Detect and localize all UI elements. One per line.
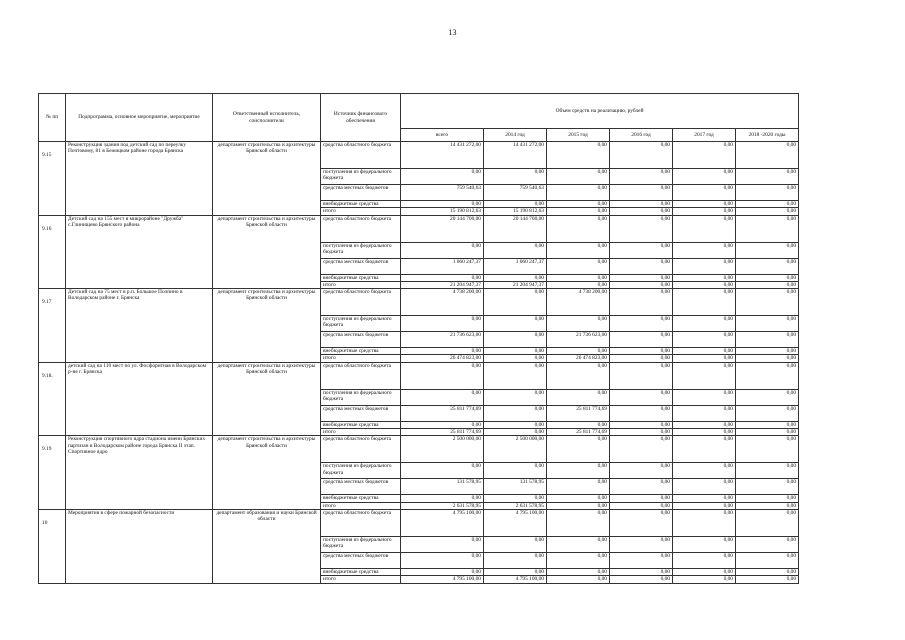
amount-cell: 0,00: [484, 201, 547, 208]
amount-cell: 0,00: [484, 169, 547, 185]
amount-cell: 2 500 000,00: [401, 436, 484, 463]
amount-cell: 0,00: [610, 576, 673, 583]
header-program: Подпрограмма, основное мероприятие, мероприятие: [66, 94, 213, 142]
amount-cell: 0,00: [673, 185, 736, 201]
amount-cell: 4 795 100,00: [401, 576, 484, 583]
amount-cell: 0,00: [547, 421, 610, 428]
amount-cell: 0,00: [673, 536, 736, 552]
amount-cell: 0,00: [673, 502, 736, 509]
amount-cell: 14 431 272,00: [401, 142, 484, 169]
amount-cell: 0,00: [484, 316, 547, 332]
amount-cell: 0,00: [736, 201, 799, 208]
item-name: Реконструкция спортивного ядра стадиона имени Брянских партизан в Володарском районе города Брянска II этап. Спортивное ядро: [66, 436, 213, 510]
funding-source: средства местных бюджетов: [321, 405, 401, 421]
amount-cell: 0,00: [610, 215, 673, 242]
funding-source: средства местных бюджетов: [321, 332, 401, 348]
amount-cell: 21 736 623,00: [547, 332, 610, 348]
page-number: 13: [448, 28, 457, 37]
header-year: 2015 год: [547, 129, 610, 142]
amount-cell: 0,00: [547, 169, 610, 185]
funding-source: средства областного бюджета: [321, 215, 401, 242]
amount-cell: 0,00: [736, 502, 799, 509]
amount-cell: 0,00: [547, 348, 610, 355]
item-name: Реконструкция здания под детский сад по переулку Почтовому, 81 в Бежицком районе города Брянска: [66, 142, 213, 216]
header-year: 2016 год: [610, 129, 673, 142]
funding-source: внебюджетные средства: [321, 568, 401, 575]
amount-cell: 0,00: [610, 463, 673, 479]
amount-cell: 0,00: [673, 348, 736, 355]
amount-cell: 0,00: [673, 405, 736, 421]
amount-cell: 0,00: [736, 479, 799, 495]
amount-cell: 0,00: [401, 362, 484, 389]
amount-cell: 0,00: [673, 258, 736, 274]
amount-cell: 0,00: [547, 242, 610, 258]
amount-cell: 0,00: [610, 495, 673, 502]
funding-source: средства местных бюджетов: [321, 552, 401, 568]
amount-cell: 0,00: [673, 355, 736, 362]
funding-source: средства областного бюджета: [321, 289, 401, 316]
header-volume: Объем средств на реализацию, рублей: [401, 94, 799, 129]
amount-cell: 0,00: [484, 348, 547, 355]
amount-cell: 0,00: [736, 389, 799, 405]
amount-cell: 2 631 578,95: [484, 502, 547, 509]
amount-cell: 0,00: [484, 389, 547, 405]
amount-cell: 0,00: [610, 502, 673, 509]
amount-cell: 0,00: [547, 495, 610, 502]
item-number: 9.19: [39, 436, 66, 510]
header-executor: Ответственный исполнитель, соисполнители: [213, 94, 321, 142]
funding-source: итого: [321, 281, 401, 288]
item-number: 10: [39, 509, 66, 583]
amount-cell: 0,00: [673, 389, 736, 405]
amount-cell: 0,00: [484, 552, 547, 568]
amount-cell: 0,00: [610, 185, 673, 201]
amount-cell: 0,00: [736, 536, 799, 552]
amount-cell: 0,00: [610, 258, 673, 274]
amount-cell: 0,00: [736, 208, 799, 215]
item-number: 9.17: [39, 289, 66, 363]
funding-source: поступления из федерального бюджета: [321, 536, 401, 552]
amount-cell: 25 811 774,69: [401, 429, 484, 436]
header-source: Источник финансового обеспечения: [321, 94, 401, 142]
amount-cell: 26 474 823,00: [547, 355, 610, 362]
item-number: 9.15: [39, 142, 66, 216]
funding-source: внебюджетные средства: [321, 421, 401, 428]
amount-cell: 0,00: [673, 552, 736, 568]
item-executor: департамент образования и науки Брянской области: [213, 509, 321, 583]
header-year: 2017 год: [673, 129, 736, 142]
amount-cell: 0,00: [610, 332, 673, 348]
funding-source: поступления из федерального бюджета: [321, 463, 401, 479]
amount-cell: 0,00: [610, 316, 673, 332]
amount-cell: 0,00: [401, 242, 484, 258]
table-row: [39, 215, 799, 242]
amount-cell: 0,00: [736, 215, 799, 242]
amount-cell: 0,00: [673, 429, 736, 436]
item-name: Детский сад на 75 мест в р.п. Большое Полпино в Володарском районе г. Брянска: [66, 289, 213, 363]
financing-table: [38, 93, 799, 584]
amount-cell: 0,00: [673, 242, 736, 258]
amount-cell: 0,00: [547, 536, 610, 552]
amount-cell: 0,00: [610, 355, 673, 362]
amount-cell: 0,00: [547, 281, 610, 288]
amount-cell: 131 578,95: [401, 479, 484, 495]
table-row: [39, 362, 799, 389]
funding-source: итого: [321, 502, 401, 509]
amount-cell: 0,00: [401, 201, 484, 208]
amount-cell: 0,00: [610, 208, 673, 215]
amount-cell: 0,00: [610, 568, 673, 575]
funding-source: итого: [321, 355, 401, 362]
amount-cell: 0,00: [401, 495, 484, 502]
amount-cell: 0,00: [547, 436, 610, 463]
amount-cell: 0,00: [736, 509, 799, 536]
amount-cell: 0,00: [736, 348, 799, 355]
amount-cell: 0,00: [547, 201, 610, 208]
amount-cell: 0,00: [547, 258, 610, 274]
item-executor: департамент строительства и архитектуры Брянской области: [213, 289, 321, 363]
amount-cell: 0,00: [610, 479, 673, 495]
amount-cell: 0,00: [673, 463, 736, 479]
amount-cell: 0,00: [547, 316, 610, 332]
amount-cell: 25 811 774,69: [547, 429, 610, 436]
amount-cell: 0,00: [547, 552, 610, 568]
amount-cell: 0,00: [401, 169, 484, 185]
amount-cell: 0,00: [401, 568, 484, 575]
amount-cell: 0,00: [736, 169, 799, 185]
amount-cell: 0,00: [547, 509, 610, 536]
amount-cell: 0,00: [401, 348, 484, 355]
amount-cell: 0,00: [736, 436, 799, 463]
amount-cell: 0,00: [736, 316, 799, 332]
amount-cell: 0,00: [673, 576, 736, 583]
amount-cell: 21 204 947,37: [401, 281, 484, 288]
amount-cell: 1 060 247,37: [484, 258, 547, 274]
funding-source: средства областного бюджета: [321, 509, 401, 536]
amount-cell: 0,00: [673, 208, 736, 215]
item-name: Мероприятия в сфере пожарной безопасности: [66, 509, 213, 583]
amount-cell: 0,00: [484, 536, 547, 552]
amount-cell: 0,00: [547, 215, 610, 242]
amount-cell: 0,00: [736, 242, 799, 258]
header-no: № пп: [39, 94, 66, 142]
amount-cell: 0,00: [547, 502, 610, 509]
amount-cell: 0,00: [547, 208, 610, 215]
amount-cell: 4 795 100,00: [484, 509, 547, 536]
amount-cell: 0,00: [673, 289, 736, 316]
funding-source: средства областного бюджета: [321, 362, 401, 389]
table-row: [39, 509, 799, 536]
amount-cell: 0,00: [673, 316, 736, 332]
funding-source: средства местных бюджетов: [321, 479, 401, 495]
amount-cell: 0,00: [610, 289, 673, 316]
funding-source: поступления из федерального бюджета: [321, 242, 401, 258]
amount-cell: 14 431 272,00: [484, 142, 547, 169]
header-year: 2014 год: [484, 129, 547, 142]
amount-cell: 0,00: [610, 552, 673, 568]
item-number: 9.16: [39, 215, 66, 289]
amount-cell: 0,00: [673, 421, 736, 428]
amount-cell: 0,00: [547, 389, 610, 405]
amount-cell: 0,00: [673, 362, 736, 389]
amount-cell: 0,00: [736, 258, 799, 274]
amount-cell: 4 738 200,00: [401, 289, 484, 316]
amount-cell: 0,00: [673, 436, 736, 463]
funding-source: поступления из федерального бюджета: [321, 316, 401, 332]
amount-cell: 0,00: [610, 142, 673, 169]
funding-source: внебюджетные средства: [321, 274, 401, 281]
amount-cell: 21 204 947,37: [484, 281, 547, 288]
amount-cell: 0,00: [610, 169, 673, 185]
amount-cell: 2 500 000,00: [484, 436, 547, 463]
amount-cell: 2 631 578,95: [401, 502, 484, 509]
item-executor: департамент строительства и архитектуры Брянской области: [213, 215, 321, 289]
amount-cell: 0,00: [547, 568, 610, 575]
amount-cell: 0,00: [547, 362, 610, 389]
amount-cell: 0,00: [547, 479, 610, 495]
amount-cell: 0,00: [484, 242, 547, 258]
funding-source: итого: [321, 576, 401, 583]
amount-cell: 15 190 812,63: [401, 208, 484, 215]
amount-cell: 0,00: [736, 405, 799, 421]
table-row: [39, 436, 799, 463]
amount-cell: 20 144 700,00: [401, 215, 484, 242]
amount-cell: 0,00: [610, 362, 673, 389]
amount-cell: 4 738 200,00: [547, 289, 610, 316]
amount-cell: 0,00: [736, 463, 799, 479]
amount-cell: 0,00: [673, 509, 736, 536]
amount-cell: 0,00: [610, 421, 673, 428]
funding-source: итого: [321, 208, 401, 215]
table-body: [39, 142, 799, 584]
amount-cell: 0,00: [484, 463, 547, 479]
amount-cell: 0,00: [484, 405, 547, 421]
item-executor: департамент строительства и архитектуры Брянской области: [213, 436, 321, 510]
amount-cell: 21 736 623,00: [401, 332, 484, 348]
amount-cell: 0,00: [547, 185, 610, 201]
item-name: Детский сад на 155 мест в микрорайоне "Дружба" с.Глинищево Брянского района: [66, 215, 213, 289]
item-name: детский сад на 110 мест по ул. Фосфоритная в Володарском р-не г. Брянска: [66, 362, 213, 436]
amount-cell: 0,00: [610, 274, 673, 281]
amount-cell: 0,00: [401, 274, 484, 281]
amount-cell: 0,00: [673, 332, 736, 348]
funding-source: поступления из федерального бюджета: [321, 389, 401, 405]
amount-cell: 0,00: [401, 536, 484, 552]
funding-source: итого: [321, 429, 401, 436]
amount-cell: 0,00: [673, 201, 736, 208]
amount-cell: 25 811 774,69: [401, 405, 484, 421]
amount-cell: 0,00: [484, 355, 547, 362]
amount-cell: 0,00: [673, 479, 736, 495]
amount-cell: 20 144 700,00: [484, 215, 547, 242]
item-number: 9.18.: [39, 362, 66, 436]
header-year: 2018 -2020 годы: [736, 129, 799, 142]
amount-cell: 0,00: [547, 274, 610, 281]
funding-source: средства областного бюджета: [321, 436, 401, 463]
amount-cell: 0,00: [610, 429, 673, 436]
amount-cell: 0,00: [401, 463, 484, 479]
header-year: всего: [401, 129, 484, 142]
amount-cell: 25 811 774,69: [547, 405, 610, 421]
amount-cell: 0,00: [736, 576, 799, 583]
table-row: [39, 142, 799, 169]
funding-source: средства местных бюджетов: [321, 258, 401, 274]
amount-cell: 0,00: [484, 289, 547, 316]
amount-cell: 0,00: [736, 332, 799, 348]
amount-cell: 0,00: [736, 429, 799, 436]
amount-cell: 0,00: [484, 495, 547, 502]
funding-source: средства местных бюджетов: [321, 185, 401, 201]
amount-cell: 0,00: [736, 274, 799, 281]
amount-cell: 0,00: [610, 536, 673, 552]
amount-cell: 0,00: [610, 405, 673, 421]
amount-cell: 0,00: [673, 169, 736, 185]
amount-cell: 15 190 812,63: [484, 208, 547, 215]
amount-cell: 0,00: [547, 463, 610, 479]
funding-source: внебюджетные средства: [321, 495, 401, 502]
amount-cell: 0,00: [736, 142, 799, 169]
amount-cell: 0,00: [484, 429, 547, 436]
amount-cell: 0,00: [610, 509, 673, 536]
amount-cell: 0,00: [736, 568, 799, 575]
amount-cell: 0,00: [610, 436, 673, 463]
amount-cell: 0,00: [673, 495, 736, 502]
amount-cell: 0,00: [547, 142, 610, 169]
amount-cell: 0,00: [610, 201, 673, 208]
table-row: [39, 289, 799, 316]
amount-cell: 0,00: [401, 316, 484, 332]
amount-cell: 0,00: [610, 242, 673, 258]
funding-source: внебюджетные средства: [321, 348, 401, 355]
amount-cell: 0,00: [401, 421, 484, 428]
amount-cell: 0,00: [736, 495, 799, 502]
amount-cell: 0,00: [610, 348, 673, 355]
amount-cell: 0,00: [484, 332, 547, 348]
item-executor: департамент строительства и архитектуры Брянской области: [213, 142, 321, 216]
funding-source: внебюджетные средства: [321, 201, 401, 208]
amount-cell: 0,00: [547, 576, 610, 583]
amount-cell: 0,00: [673, 281, 736, 288]
amount-cell: 0,00: [736, 355, 799, 362]
amount-cell: 0,00: [484, 362, 547, 389]
amount-cell: 0,00: [484, 421, 547, 428]
amount-cell: 4 795 100,00: [484, 576, 547, 583]
amount-cell: 1 060 247,37: [401, 258, 484, 274]
amount-cell: 0,00: [736, 362, 799, 389]
amount-cell: 0,00: [673, 274, 736, 281]
amount-cell: 0,00: [610, 389, 673, 405]
amount-cell: 759 540,63: [401, 185, 484, 201]
amount-cell: 0,00: [401, 389, 484, 405]
amount-cell: 0,00: [484, 568, 547, 575]
amount-cell: 0,00: [736, 281, 799, 288]
amount-cell: 0,00: [736, 552, 799, 568]
amount-cell: 131 578,95: [484, 479, 547, 495]
item-executor: департамент строительства и архитектуры Брянской области: [213, 362, 321, 436]
amount-cell: 0,00: [736, 289, 799, 316]
amount-cell: 0,00: [736, 421, 799, 428]
header-row-top: [39, 94, 799, 129]
funding-source: средства областного бюджета: [321, 142, 401, 169]
amount-cell: 0,00: [401, 552, 484, 568]
funding-source: поступления из федерального бюджета: [321, 169, 401, 185]
amount-cell: 0,00: [673, 568, 736, 575]
amount-cell: 0,00: [673, 215, 736, 242]
amount-cell: 0,00: [736, 185, 799, 201]
amount-cell: 26 474 823,00: [401, 355, 484, 362]
amount-cell: 759 540,63: [484, 185, 547, 201]
amount-cell: 0,00: [673, 142, 736, 169]
amount-cell: 0,00: [484, 274, 547, 281]
amount-cell: 4 795 100,00: [401, 509, 484, 536]
amount-cell: 0,00: [610, 281, 673, 288]
